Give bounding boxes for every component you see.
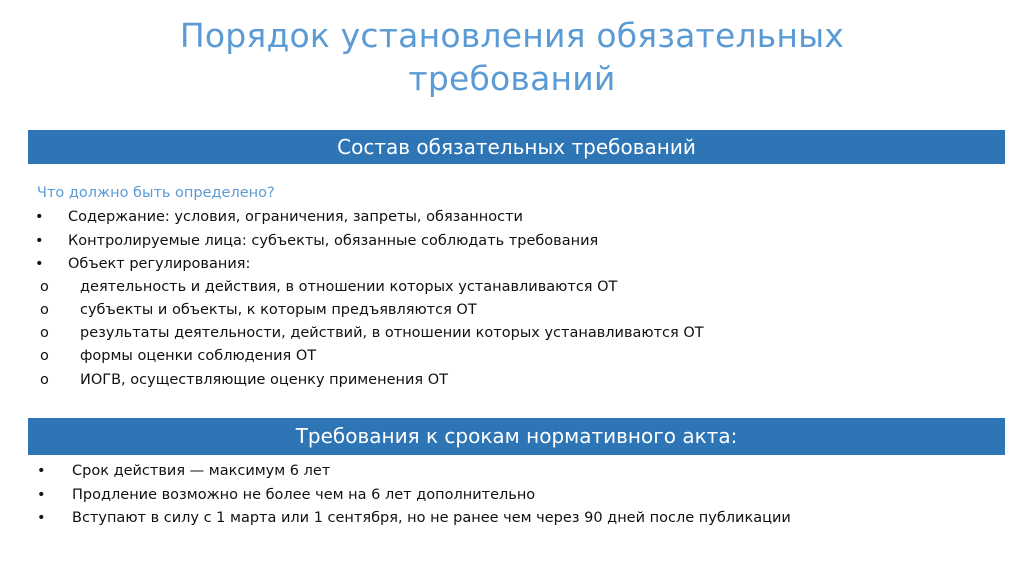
list-item: Объект регулирования: [68, 256, 251, 272]
slide-title-line-1: Порядок установления обязательных [179, 16, 845, 55]
bullet-marker: • [37, 510, 46, 526]
bullet-marker: • [35, 256, 44, 272]
sublist-item: деятельность и действия, в отношении которых устанавливаются ОТ [80, 279, 618, 295]
sublist-item: формы оценки соблюдения ОТ [80, 348, 317, 364]
slide-title-line-2: требований [408, 59, 616, 98]
subbullet-marker: o [40, 348, 49, 364]
bullet-marker: • [35, 209, 44, 225]
slide-title [112, 14, 912, 100]
bullet-marker: • [37, 463, 46, 479]
sublist-item: ИОГВ, осуществляющие оценку применения ОТ [80, 372, 449, 388]
subbullet-marker: o [40, 279, 49, 295]
section-subheading: Что должно быть определено? [37, 185, 275, 201]
subbullet-marker: o [40, 325, 49, 341]
bullet-marker: • [37, 487, 46, 503]
subbullet-marker: o [40, 302, 49, 318]
sublist-item: субъекты и объекты, к которым предъявляются ОТ [80, 302, 477, 318]
list-item: Содержание: условия, ограничения, запреты, обязанности [68, 209, 523, 225]
subbullet-marker: o [40, 372, 49, 388]
list-item: Вступают в силу с 1 марта или 1 сентября, но не ранее чем через 90 дней после публикации [72, 510, 791, 526]
list-item: Срок действия — максимум 6 лет [72, 463, 331, 479]
list-item: Продление возможно не более чем на 6 лет дополнительно [72, 487, 536, 503]
sublist-item: результаты деятельности, действий, в отношении которых устанавливаются ОТ [80, 325, 704, 341]
section-header-terms: Требования к срокам нормативного акта: [28, 418, 1005, 455]
list-item: Контролируемые лица: субъекты, обязанные соблюдать требования [68, 233, 599, 249]
section-header-composition: Состав обязательных требований [28, 130, 1005, 164]
bullet-marker: • [35, 233, 44, 249]
